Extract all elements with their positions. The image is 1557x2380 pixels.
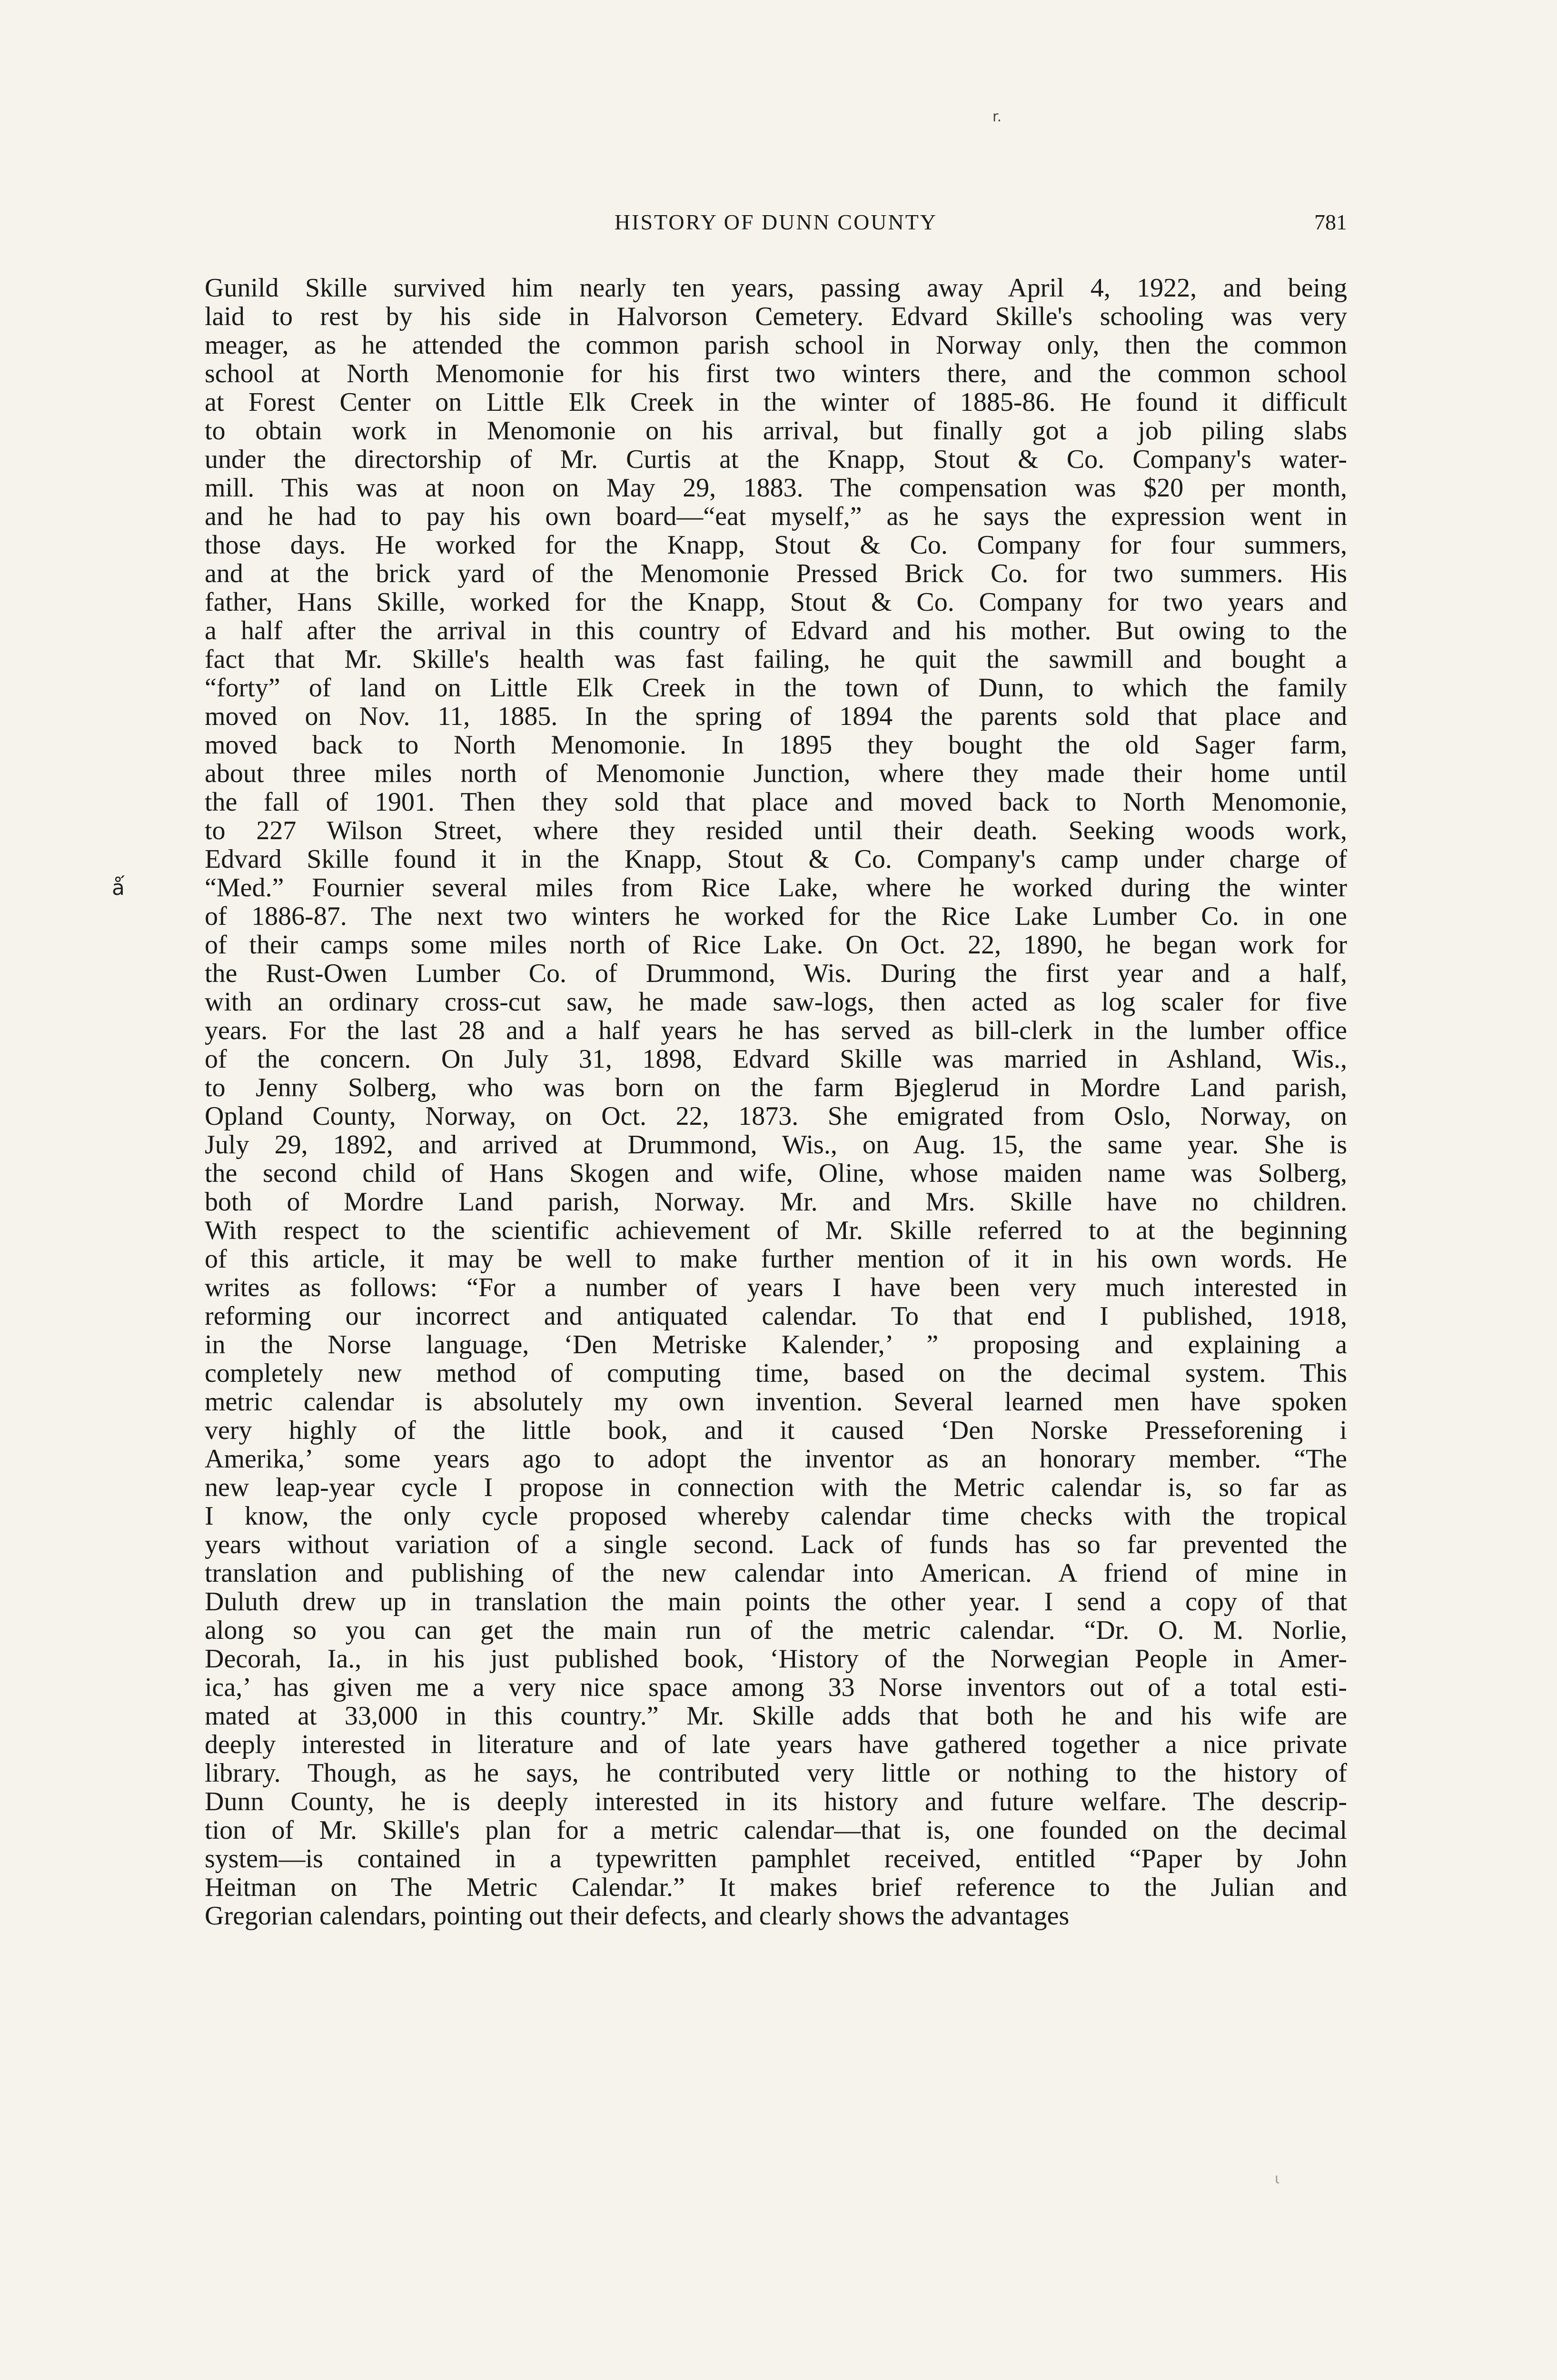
text-line: moved on Nov. 11, 1885. In the spring of 1894 the parents sold that place and xyxy=(205,702,1347,731)
text-line: very highly of the little book, and it caused ‘Den Norske Presseforening i xyxy=(205,1416,1347,1445)
text-line: of their camps some miles north of Rice Lake. On Oct. 22, 1890, he began work for xyxy=(205,930,1347,960)
text-line: about three miles north of Menomonie Junction, where they made their home until xyxy=(205,759,1347,788)
text-line: Dunn County, he is deeply interested in its history and future welfare. The descrip- xyxy=(205,1787,1347,1816)
text-line: ica,’ has given me a very nice space among 33 Norse inventors out of a total esti- xyxy=(205,1673,1347,1702)
text-line: library. Though, as he says, he contributed very little or nothing to the history of xyxy=(205,1758,1347,1788)
text-line: With respect to the scientific achievement of Mr. Skille referred to at the beginning xyxy=(205,1216,1347,1245)
text-line: moved back to North Menomonie. In 1895 they bought the old Sager farm, xyxy=(205,730,1347,760)
text-line: the fall of 1901. Then they sold that place and moved back to North Menomonie, xyxy=(205,787,1347,817)
text-line: “Med.” Fournier several miles from Rice Lake, where he worked during the winter xyxy=(205,873,1347,902)
text-line: new leap-year cycle I propose in connection with the Metric calendar is, so far as xyxy=(205,1473,1347,1502)
body-text xyxy=(205,274,1347,1930)
text-line: the second child of Hans Skogen and wife, Oline, whose maiden name was Solberg, xyxy=(205,1159,1347,1188)
stray-mark-top: r. xyxy=(992,109,1002,125)
text-line: in the Norse language, ‘Den Metriske Kalender,’ ” proposing and explaining a xyxy=(205,1330,1347,1359)
stray-mark-bottom: ι xyxy=(1275,2171,1280,2187)
text-line: writes as follows: “For a number of years I have been very much interested in xyxy=(205,1273,1347,1302)
text-line: the Rust-Owen Lumber Co. of Drummond, Wis. During the first year and a half, xyxy=(205,959,1347,988)
text-line: of 1886-87. The next two winters he worked for the Rice Lake Lumber Co. in one xyxy=(205,902,1347,931)
text-line: of this article, it may be well to make further mention of it in his own words. He xyxy=(205,1244,1347,1274)
text-line: reforming our incorrect and antiquated calendar. To that end I published, 1918, xyxy=(205,1301,1347,1331)
text-line: system—is contained in a typewritten pamphlet received, entitled “Paper by John xyxy=(205,1844,1347,1874)
text-line: translation and publishing of the new calendar into American. A friend of mine in xyxy=(205,1558,1347,1588)
text-line: school at North Menomonie for his first two winters there, and the common school xyxy=(205,359,1347,388)
page-number: 781 xyxy=(1314,210,1347,234)
text-line: completely new method of computing time, based on the decimal system. This xyxy=(205,1359,1347,1388)
text-line: deeply interested in literature and of late years have gathered together a nice private xyxy=(205,1730,1347,1759)
text-line: mated at 33,000 in this country.” Mr. Skille adds that both he and his wife are xyxy=(205,1701,1347,1731)
text-line: mill. This was at noon on May 29, 1883. The compensation was $20 per month, xyxy=(205,473,1347,503)
text-line: laid to rest by his side in Halvorson Cemetery. Edvard Skille's schooling was very xyxy=(205,302,1347,331)
text-line: to Jenny Solberg, who was born on the farm Bjeglerud in Mordre Land parish, xyxy=(205,1073,1347,1102)
text-line: Gunild Skille survived him nearly ten years, passing away April 4, 1922, and being xyxy=(205,273,1347,303)
text-line: of the concern. On July 31, 1898, Edvard Skille was married in Ashland, Wis., xyxy=(205,1044,1347,1074)
text-line: Heitman on The Metric Calendar.” It makes brief reference to the Julian and xyxy=(205,1873,1347,1902)
text-line: and he had to pay his own board—“eat myself,” as he says the expression went in xyxy=(205,502,1347,531)
text-line: Duluth drew up in translation the main points the other year. I send a copy of that xyxy=(205,1587,1347,1616)
margin-mark: ǻ xyxy=(112,876,125,900)
text-line: metric calendar is absolutely my own invention. Several learned men have spoken xyxy=(205,1387,1347,1417)
text-line: fact that Mr. Skille's health was fast failing, he quit the sawmill and bought a xyxy=(205,645,1347,674)
text-line: Edvard Skille found it in the Knapp, Stout & Co. Company's camp under charge of xyxy=(205,844,1347,874)
text-line: years. For the last 28 and a half years he has served as bill-clerk in the lumber office xyxy=(205,1016,1347,1045)
running-header xyxy=(205,209,1347,248)
text-line: I know, the only cycle proposed whereby calendar time checks with the tropical xyxy=(205,1501,1347,1531)
running-title: HISTORY OF DUNN COUNTY xyxy=(614,210,938,234)
text-line: Decorah, Ia., in his just published book, ‘History of the Norwegian People in Amer- xyxy=(205,1644,1347,1674)
text-line: tion of Mr. Skille's plan for a metric calendar—that is, one founded on the decimal xyxy=(205,1815,1347,1845)
text-line: to obtain work in Menomonie on his arrival, but finally got a job piling slabs xyxy=(205,416,1347,446)
text-line: meager, as he attended the common parish school in Norway only, then the common xyxy=(205,330,1347,360)
text-line: with an ordinary cross-cut saw, he made saw-logs, then acted as log scaler for five xyxy=(205,987,1347,1017)
text-line: to 227 Wilson Street, where they resided until their death. Seeking woods work, xyxy=(205,816,1347,845)
text-line: Gregorian calendars, pointing out their defects, and clearly shows the advantages xyxy=(205,1901,1070,1931)
text-line: at Forest Center on Little Elk Creek in the winter of 1885-86. He found it difficult xyxy=(205,387,1347,417)
text-line: along so you can get the main run of the metric calendar. “Dr. O. M. Norlie, xyxy=(205,1616,1347,1645)
text-line: July 29, 1892, and arrived at Drummond, Wis., on Aug. 15, the same year. She is xyxy=(205,1130,1347,1160)
text-line: “forty” of land on Little Elk Creek in the town of Dunn, to which the family xyxy=(205,673,1347,703)
text-line: under the directorship of Mr. Curtis at the Knapp, Stout & Co. Company's water- xyxy=(205,445,1347,474)
text-line: Opland County, Norway, on Oct. 22, 1873. She emigrated from Oslo, Norway, on xyxy=(205,1101,1347,1131)
text-line: years without variation of a single second. Lack of funds has so far prevented the xyxy=(205,1530,1347,1559)
text-line: Amerika,’ some years ago to adopt the inventor as an honorary member. “The xyxy=(205,1444,1347,1474)
text-line: father, Hans Skille, worked for the Knapp, Stout & Co. Company for two years and xyxy=(205,587,1347,617)
text-line: those days. He worked for the Knapp, Stout & Co. Company for four summers, xyxy=(205,530,1347,560)
text-line: a half after the arrival in this country of Edvard and his mother. But owing to the xyxy=(205,616,1347,645)
text-line: both of Mordre Land parish, Norway. Mr. and Mrs. Skille have no children. xyxy=(205,1187,1347,1217)
text-line: and at the brick yard of the Menomonie Pressed Brick Co. for two summers. His xyxy=(205,559,1347,588)
